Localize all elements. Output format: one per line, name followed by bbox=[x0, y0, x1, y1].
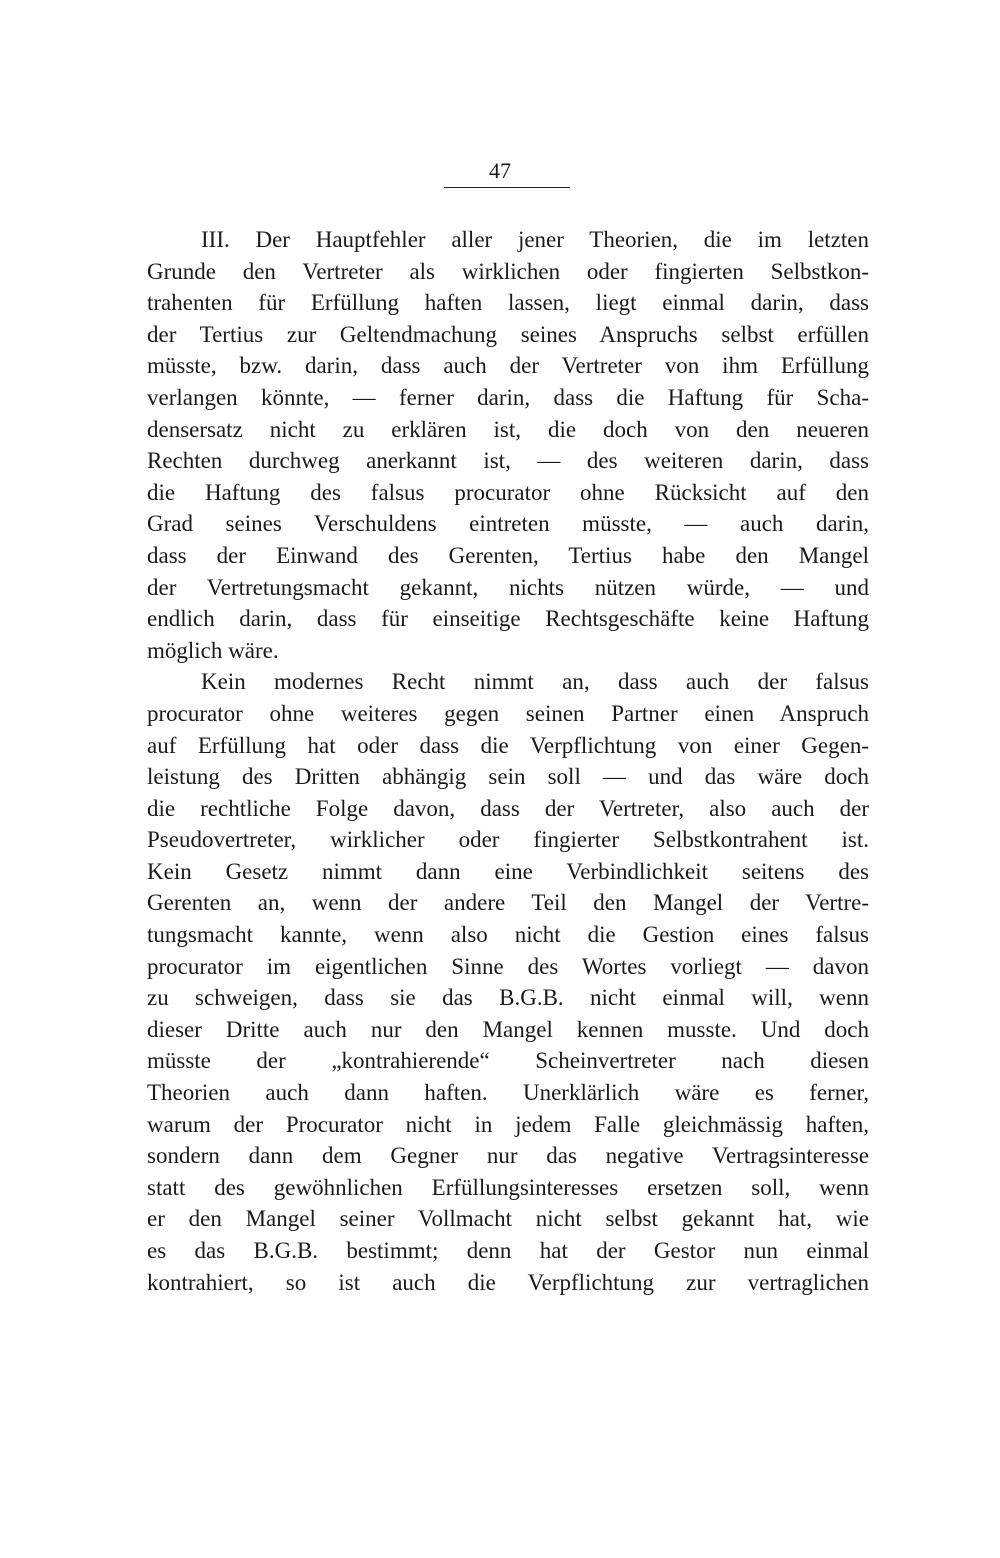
text-line: der Tertius zur Geltendmachung seines Anspruchs selbst erfüllen bbox=[147, 321, 869, 347]
text-line: warum der Procurator nicht in jedem Falle gleichmässig haften, bbox=[147, 1111, 869, 1137]
text-line: zu schweigen, dass sie das B.G.B. nicht einmal will, wenn bbox=[147, 985, 869, 1011]
text-line: dieser Dritte auch nur den Mangel kennen musste. Und doch bbox=[147, 1016, 869, 1042]
text-line: Theorien auch dann haften. Unerklärlich wäre es ferner, bbox=[147, 1080, 869, 1106]
text-line: Grad seines Verschuldens eintreten müsste, — auch darin, bbox=[147, 511, 869, 537]
text-line: procurator ohne weiteres gegen seinen Partner einen Anspruch bbox=[147, 700, 869, 726]
text-line: trahenten für Erfüllung haften lassen, liegt einmal darin, dass bbox=[147, 290, 869, 316]
text-line: müsste, bzw. darin, dass auch der Vertreter von ihm Erfüllung bbox=[147, 353, 869, 379]
text-line: tungsmacht kannte, wenn also nicht die Gestion eines falsus bbox=[147, 922, 869, 948]
text-line: die rechtliche Folge davon, dass der Vertreter, also auch der bbox=[147, 795, 869, 821]
text-line: Kein modernes Recht nimmt an, dass auch der falsus bbox=[201, 669, 869, 695]
text-line: der Vertretungsmacht gekannt, nichts nützen würde, — und bbox=[147, 574, 869, 600]
text-line: dass der Einwand des Gerenten, Tertius habe den Mangel bbox=[147, 542, 869, 568]
text-line: verlangen könnte, — ferner darin, dass die Haftung für Scha- bbox=[147, 384, 869, 410]
body-text bbox=[147, 224, 869, 1298]
paragraph bbox=[147, 224, 869, 666]
paragraph bbox=[147, 666, 869, 1298]
text-line: leistung des Dritten abhängig sein soll — und das wäre doch bbox=[147, 764, 869, 790]
text-line: es das B.G.B. bestimmt; denn hat der Gestor nun einmal bbox=[147, 1238, 869, 1263]
text-line: auf Erfüllung hat oder dass die Verpflichtung von einer Gegen- bbox=[147, 732, 869, 758]
text-line: procurator im eigentlichen Sinne des Wortes vorliegt — davon bbox=[147, 953, 869, 979]
text-line: Gerenten an, wenn der andere Teil den Mangel der Vertre- bbox=[147, 890, 869, 916]
text-line: kontrahiert, so ist auch die Verpflichtung zur vertraglichen bbox=[147, 1269, 869, 1295]
header-rule bbox=[444, 187, 570, 188]
text-line: densersatz nicht zu erklären ist, die doch von den neueren bbox=[147, 416, 869, 442]
text-line: möglich wäre. bbox=[147, 637, 279, 663]
text-line: müsste der „kontrahierende“ Scheinvertreter nach diesen bbox=[147, 1048, 869, 1074]
text-line: Kein Gesetz nimmt dann eine Verbindlichkeit seitens des bbox=[147, 858, 869, 884]
text-line: er den Mangel seiner Vollmacht nicht selbst gekannt hat, wie bbox=[147, 1206, 869, 1232]
text-line: statt des gewöhnlichen Erfüllungsinteresses ersetzen soll, wenn bbox=[147, 1174, 869, 1200]
page-number: 47 bbox=[489, 158, 511, 183]
text-line: die Haftung des falsus procurator ohne Rücksicht auf den bbox=[147, 479, 869, 505]
text-line: III. Der Hauptfehler aller jener Theorien, die im letzten bbox=[201, 227, 869, 252]
text-line: endlich darin, dass für einseitige Rechtsgeschäfte keine Haftung bbox=[147, 606, 869, 632]
text-line: Grunde den Vertreter als wirklichen oder fingierten Selbstkon- bbox=[147, 258, 869, 284]
text-line: Rechten durchweg anerkannt ist, — des weiteren darin, dass bbox=[147, 448, 869, 474]
text-line: Pseudovertreter, wirklicher oder fingierter Selbstkontrahent ist. bbox=[147, 827, 869, 853]
text-line: sondern dann dem Gegner nur das negative Vertragsinteresse bbox=[147, 1143, 869, 1169]
